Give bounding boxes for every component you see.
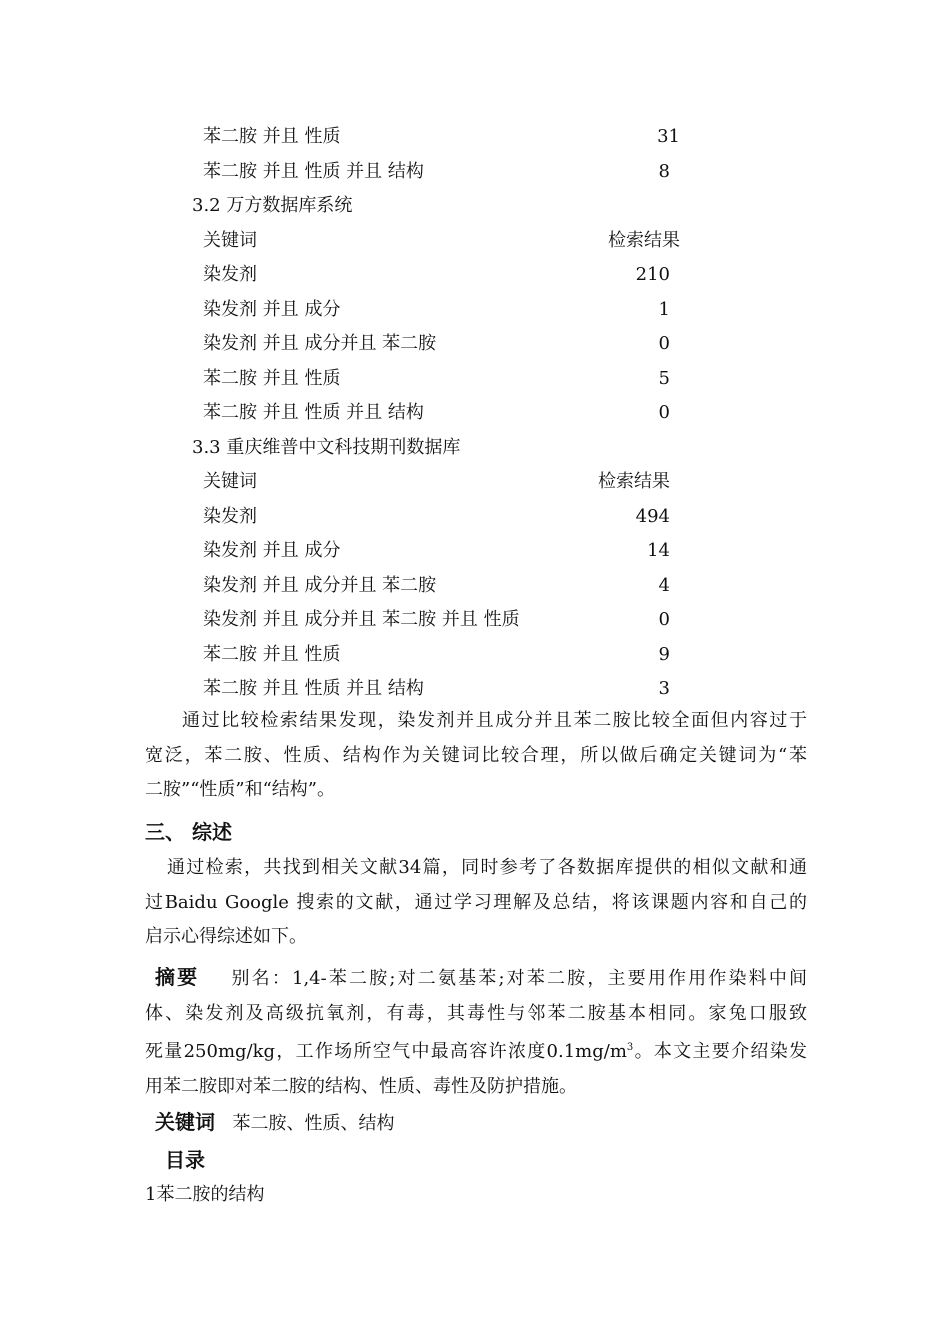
weipu-header-keyword: 关键词 bbox=[203, 471, 257, 492]
weipu-row-result: 14 bbox=[647, 540, 670, 561]
weipu-row-keyword: 染发剂 bbox=[203, 506, 257, 527]
keywords-label: 关键词 bbox=[155, 1110, 215, 1134]
weipu-row-keyword: 染发剂 并且 成分 bbox=[203, 540, 341, 561]
wanfang-row-keyword: 染发剂 并且 成分并且 苯二胺 bbox=[203, 333, 437, 354]
abstract-line: 用苯二胺即对苯二胺的结构、性质、毒性及防护措施。 bbox=[145, 1075, 577, 1097]
keywords-value: 苯二胺、性质、结构 bbox=[232, 1113, 395, 1134]
wanfang-header-keyword: 关键词 bbox=[203, 230, 257, 251]
summary-line: 启示心得综述如下。 bbox=[145, 926, 307, 947]
conclusion-line: 通过比较检索结果发现，染发剂并且成分并且苯二胺比较全面但内容过于 bbox=[182, 710, 807, 731]
section-heading: 三、 综述 bbox=[145, 820, 232, 844]
wanfang-row-result: 1 bbox=[658, 299, 670, 320]
superscript: 3 bbox=[626, 1042, 634, 1053]
abstract-label: 摘要 bbox=[155, 965, 200, 989]
weipu-row-keyword: 苯二胺 并且 性质 并且 结构 bbox=[203, 678, 424, 699]
toc-item: 1苯二胺的结构 bbox=[145, 1184, 265, 1205]
weipu-row-keyword: 染发剂 并且 成分并且 苯二胺 bbox=[203, 575, 437, 596]
keywords-line bbox=[155, 1110, 394, 1136]
summary-paragraph bbox=[145, 851, 807, 955]
wanfang-title: 3.2 万方数据库系统 bbox=[192, 195, 353, 216]
conclusion-paragraph bbox=[145, 704, 807, 808]
wanfang-row-keyword: 苯二胺 并且 性质 并且 结构 bbox=[203, 402, 424, 423]
abstract-first-line bbox=[145, 960, 807, 997]
weipu-row-result: 4 bbox=[658, 575, 670, 596]
wanfang-header-result: 检索结果 bbox=[608, 230, 680, 251]
abstract-line: 体、染发剂及高级抗氧剂，有毒，其毒性与邻苯二胺基本相同。家兔口服致 bbox=[145, 1002, 807, 1024]
toc-heading: 目录 bbox=[165, 1148, 205, 1172]
conclusion-line: 宽泛，苯二胺、性质、结构作为关键词比较合理，所以做后确定关键词为“苯 bbox=[145, 744, 807, 766]
cnki-row-keyword: 苯二胺 并且 性质 并且 结构 bbox=[203, 161, 424, 182]
summary-line: 过Baidu Google 搜索的文献，通过学习理解及总结，将该课题内容和自己的 bbox=[145, 891, 807, 913]
wanfang-row-result: 0 bbox=[658, 402, 670, 423]
abstract-paragraph bbox=[145, 960, 807, 1104]
wanfang-row-result: 0 bbox=[658, 333, 670, 354]
cnki-row-result: 8 bbox=[658, 161, 670, 182]
cnki-row-result: 31 bbox=[657, 126, 680, 147]
abstract-text: 别名：1,4-苯二胺;对二氨基苯;对苯二胺，主要用作用作染料中间 bbox=[229, 968, 808, 989]
wanfang-row-keyword: 染发剂 并且 成分 bbox=[203, 299, 341, 320]
weipu-row-keyword: 染发剂 并且 成分并且 苯二胺 并且 性质 bbox=[203, 609, 520, 630]
abstract-text: 。本文主要介绍染发 bbox=[633, 1041, 808, 1062]
weipu-title: 3.3 重庆维普中文科技期刊数据库 bbox=[192, 437, 461, 458]
abstract-line bbox=[145, 1031, 807, 1070]
conclusion-line: 二胺”“性质”和“结构”。 bbox=[145, 779, 336, 800]
wanfang-row-result: 5 bbox=[658, 368, 670, 389]
summary-line: 通过检索，共找到相关文献34篇，同时参考了各数据库提供的相似文献和通 bbox=[167, 857, 807, 878]
weipu-row-result: 9 bbox=[658, 644, 670, 665]
wanfang-row-keyword: 苯二胺 并且 性质 bbox=[203, 368, 341, 389]
weipu-row-keyword: 苯二胺 并且 性质 bbox=[203, 644, 341, 665]
wanfang-row-keyword: 染发剂 bbox=[203, 264, 257, 285]
weipu-row-result: 0 bbox=[658, 609, 670, 630]
weipu-header-result: 检索结果 bbox=[598, 471, 670, 492]
cnki-row-keyword: 苯二胺 并且 性质 bbox=[203, 126, 341, 147]
weipu-row-result: 3 bbox=[658, 678, 670, 699]
weipu-row-result: 494 bbox=[635, 506, 670, 527]
abstract-text: 死量250mg/kg，工作场所空气中最高容许浓度0.1mg/m bbox=[145, 1041, 627, 1062]
wanfang-row-result: 210 bbox=[635, 264, 670, 285]
